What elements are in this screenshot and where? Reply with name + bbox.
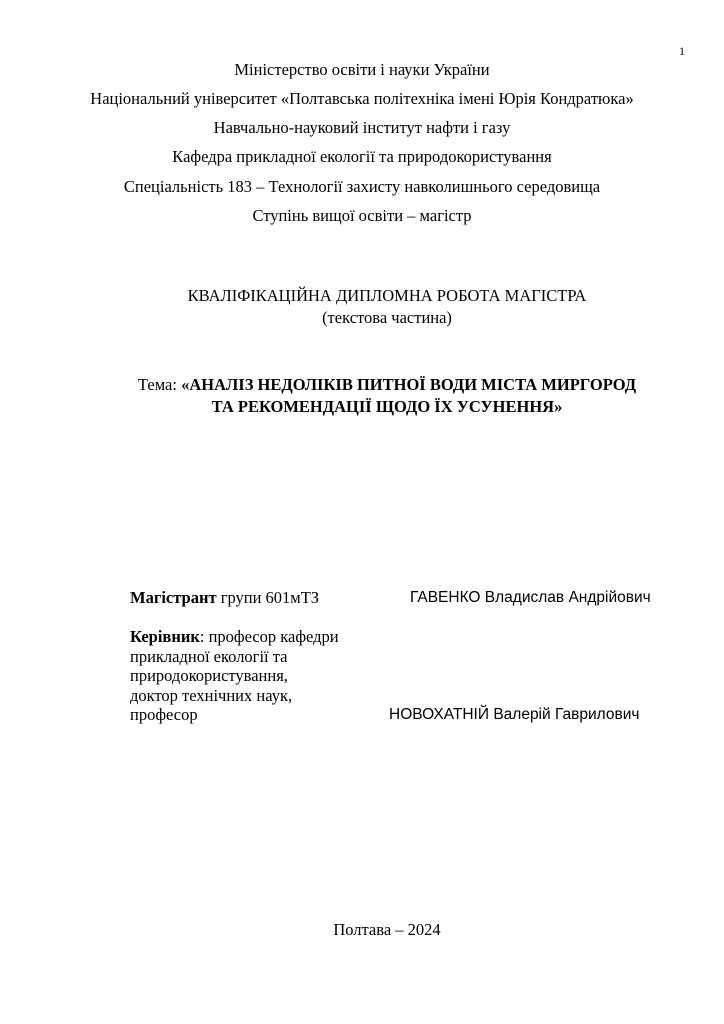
header-specialty: Спеціальність 183 – Технології захисту навколишнього середовища	[123, 177, 601, 196]
student-name: ГАВЕНКО Владислав Андрійович	[410, 589, 651, 606]
header-department: Кафедра прикладної екології та природокористування	[172, 147, 552, 166]
topic-title-part-2: ТА РЕКОМЕНДАЦІЇ ЩОДО ЇХ УСУНЕННЯ»	[211, 397, 563, 416]
supervisor-desc-4: доктор технічних наук,	[130, 685, 293, 705]
header-degree: Ступінь вищої освіти – магістр	[252, 206, 472, 225]
footer-place-year: Полтава – 2024	[333, 920, 441, 939]
topic-line-2	[0, 397, 724, 417]
page-number: 1	[679, 44, 685, 58]
supervisor-role: Керівник	[130, 627, 200, 646]
work-title: КВАЛІФІКАЦІЙНА ДИПЛОМНА РОБОТА МАГІСТРА	[187, 286, 587, 305]
work-subtitle: (текстова частина)	[322, 308, 452, 327]
supervisor-block	[130, 627, 339, 725]
supervisor-desc-1: : професор кафедри	[199, 627, 339, 646]
header-university: Національний університет «Полтавська політехніка імені Юрія Кондратюка»	[90, 89, 634, 108]
topic-line-1	[0, 375, 724, 395]
student-label	[130, 588, 319, 608]
topic-title-part-1: «АНАЛІЗ НЕДОЛІКІВ ПИТНОЇ ВОДИ МІСТА МИРГОРОД	[181, 375, 637, 394]
supervisor-desc-5: професор	[130, 705, 198, 725]
student-role: Магістрант	[130, 588, 217, 607]
topic-prefix: Тема:	[137, 375, 182, 394]
supervisor-desc-3: природокористування,	[130, 666, 288, 686]
header-ministry: Міністерство освіти і науки України	[234, 60, 490, 79]
header-institute: Навчально-науковий інститут нафти і газу	[213, 118, 511, 137]
supervisor-line-1	[130, 627, 339, 647]
supervisor-desc-2: прикладної екології та	[130, 646, 288, 666]
supervisor-name: НОВОХАТНІЙ Валерій Гаврилович	[389, 706, 640, 723]
student-group: групи 601мТЗ	[216, 588, 320, 607]
